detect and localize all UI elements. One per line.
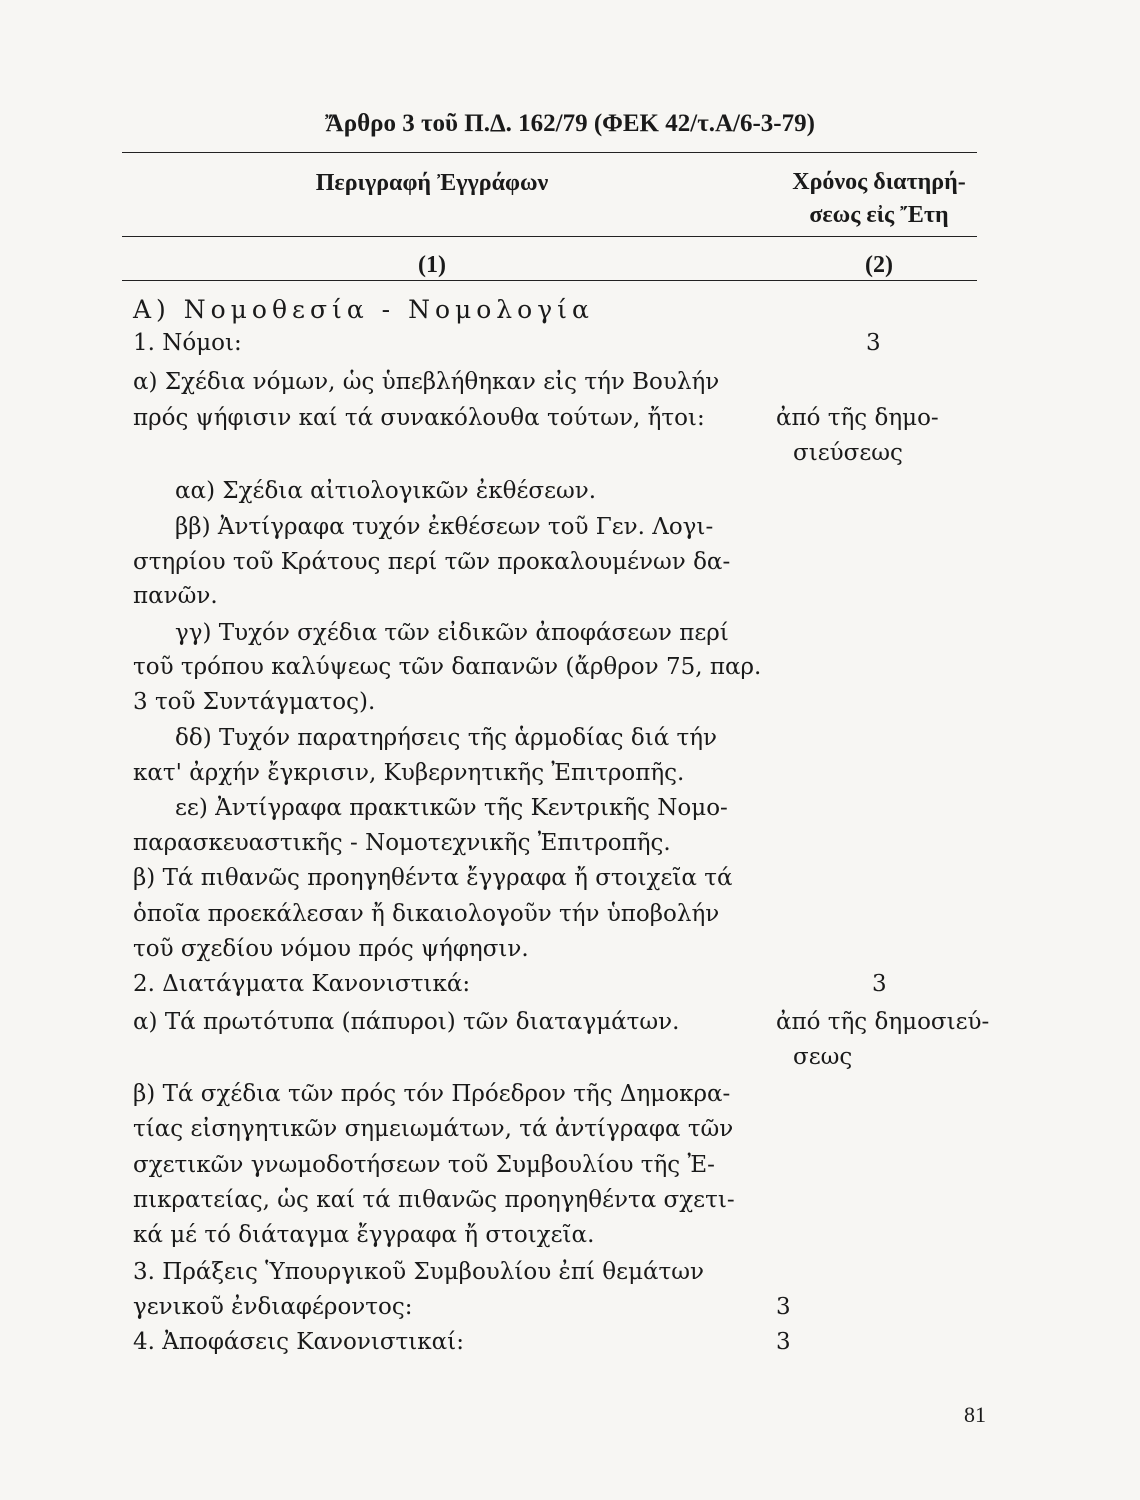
item-3-years: 3 — [776, 1294, 791, 1320]
item-2-years: 3 — [872, 971, 887, 997]
item-bb-line3: πανῶν. — [133, 583, 218, 609]
item-ee-line2: παρασκευαστικῆς - Νομοτεχνικῆς Ἐπιτροπῆς. — [133, 830, 671, 856]
item-2a: α) Τά πρωτότυπα (πάπυροι) τῶν διαταγμάτων. — [133, 1009, 680, 1035]
item-2b-line3: σχετικῶν γνωμοδοτήσεων τοῦ Συμβουλίου τῆς Ἐ- — [133, 1152, 715, 1178]
column-number-2: (2) — [865, 252, 893, 278]
item-dd-line1: δδ) Τυχόν παρατηρήσεις τῆς ἁρμοδίας διά τήν — [175, 725, 718, 751]
column-header-retention-line2: σεως εἰς Ἔτη — [809, 202, 949, 228]
column-number-1: (1) — [418, 252, 446, 278]
item-1-years: 3 — [866, 330, 881, 356]
item-bb-line2: στηρίου τοῦ Κράτους περί τῶν προκαλουμένων δα- — [133, 549, 731, 575]
table-numbers-rule — [122, 280, 977, 281]
item-4-years: 3 — [776, 1329, 791, 1355]
item-gg-line3: 3 τοῦ Συντάγματος). — [133, 689, 376, 715]
item-ee-line1: εε) Ἀντίγραφα πρακτικῶν τῆς Κεντρικῆς Νομο- — [175, 795, 728, 821]
item-1b-line2: ὁποῖα προεκάλεσαν ἤ δικαιολογοῦν τήν ὑποβολήν — [133, 901, 720, 927]
item-1a-line2: πρός ψήφισιν καί τά συνακόλουθα τούτων, ἤτοι: — [133, 405, 705, 431]
item-2b-line4: πικρατείας, ὡς καί τά πιθανῶς προηγηθέντα σχετι- — [133, 1187, 735, 1213]
item-2a-from-line2: σεως — [793, 1044, 853, 1070]
table-top-rule — [122, 152, 977, 153]
item-2-label: 2. Διατάγματα Κανονιστικά: — [133, 971, 471, 997]
item-dd-line2: κατ' ἀρχήν ἔγκρισιν, Κυβερνητικῆς Ἐπιτροπῆς. — [133, 760, 685, 786]
table-header-rule — [122, 236, 977, 237]
item-2b-line2: τίας εἰσηγητικῶν σημειωμάτων, τά ἀντίγραφα τῶν — [133, 1116, 734, 1142]
item-1b-line1: β) Τά πιθανῶς προηγηθέντα ἔγγραφα ἤ στοιχεῖα τά — [133, 865, 733, 891]
item-1a-line1: α) Σχέδια νόμων, ὡς ὑπεβλήθηκαν εἰς τήν Βουλήν — [133, 369, 720, 395]
item-3-line2: γενικοῦ ἐνδιαφέροντος: — [133, 1294, 413, 1320]
item-2a-from-line1: ἀπό τῆς δημοσιεύ- — [776, 1009, 990, 1035]
item-2b-line5: κά μέ τό διάταγμα ἔγγραφα ἤ στοιχεῖα. — [133, 1222, 595, 1248]
item-1a-from-line2: σιεύσεως — [793, 440, 903, 466]
page-title: Ἄρθρο 3 τοῦ Π.Δ. 162/79 (ΦΕΚ 42/τ.Α/6-3-79) — [325, 110, 815, 137]
item-4-label: 4. Ἀποφάσεις Κανονιστικαί: — [133, 1329, 464, 1355]
item-3-line1: 3. Πράξεις Ὑπουργικοῦ Συμβουλίου ἐπί θεμάτων — [133, 1259, 705, 1285]
page-number: 81 — [964, 1402, 986, 1427]
item-aa: αα) Σχέδια αἰτιολογικῶν ἐκθέσεων. — [175, 478, 597, 504]
column-header-retention-line1: Χρόνος διατηρή- — [792, 169, 966, 195]
item-bb-line1: ββ) Ἀντίγραφα τυχόν ἐκθέσεων τοῦ Γεν. Λογι- — [175, 514, 714, 540]
item-gg-line2: τοῦ τρόπου καλύψεως τῶν δαπανῶν (ἄρθρον 75, παρ. — [133, 654, 762, 680]
item-1b-line3: τοῦ σχεδίου νόμου πρός ψήφησιν. — [133, 936, 529, 962]
section-heading: Α) Νομοθεσία - Νομολογία — [133, 295, 594, 324]
column-header-description: Περιγραφή Ἐγγράφων — [315, 170, 549, 196]
item-1-label: 1. Νόμοι: — [133, 330, 242, 356]
item-2b-line1: β) Τά σχέδια τῶν πρός τόν Πρόεδρον τῆς Δημοκρα- — [133, 1081, 731, 1107]
item-gg-line1: γγ) Τυχόν σχέδια τῶν εἰδικῶν ἀποφάσεων περί — [175, 620, 729, 646]
item-1a-from-line1: ἀπό τῆς δημο- — [776, 405, 939, 431]
